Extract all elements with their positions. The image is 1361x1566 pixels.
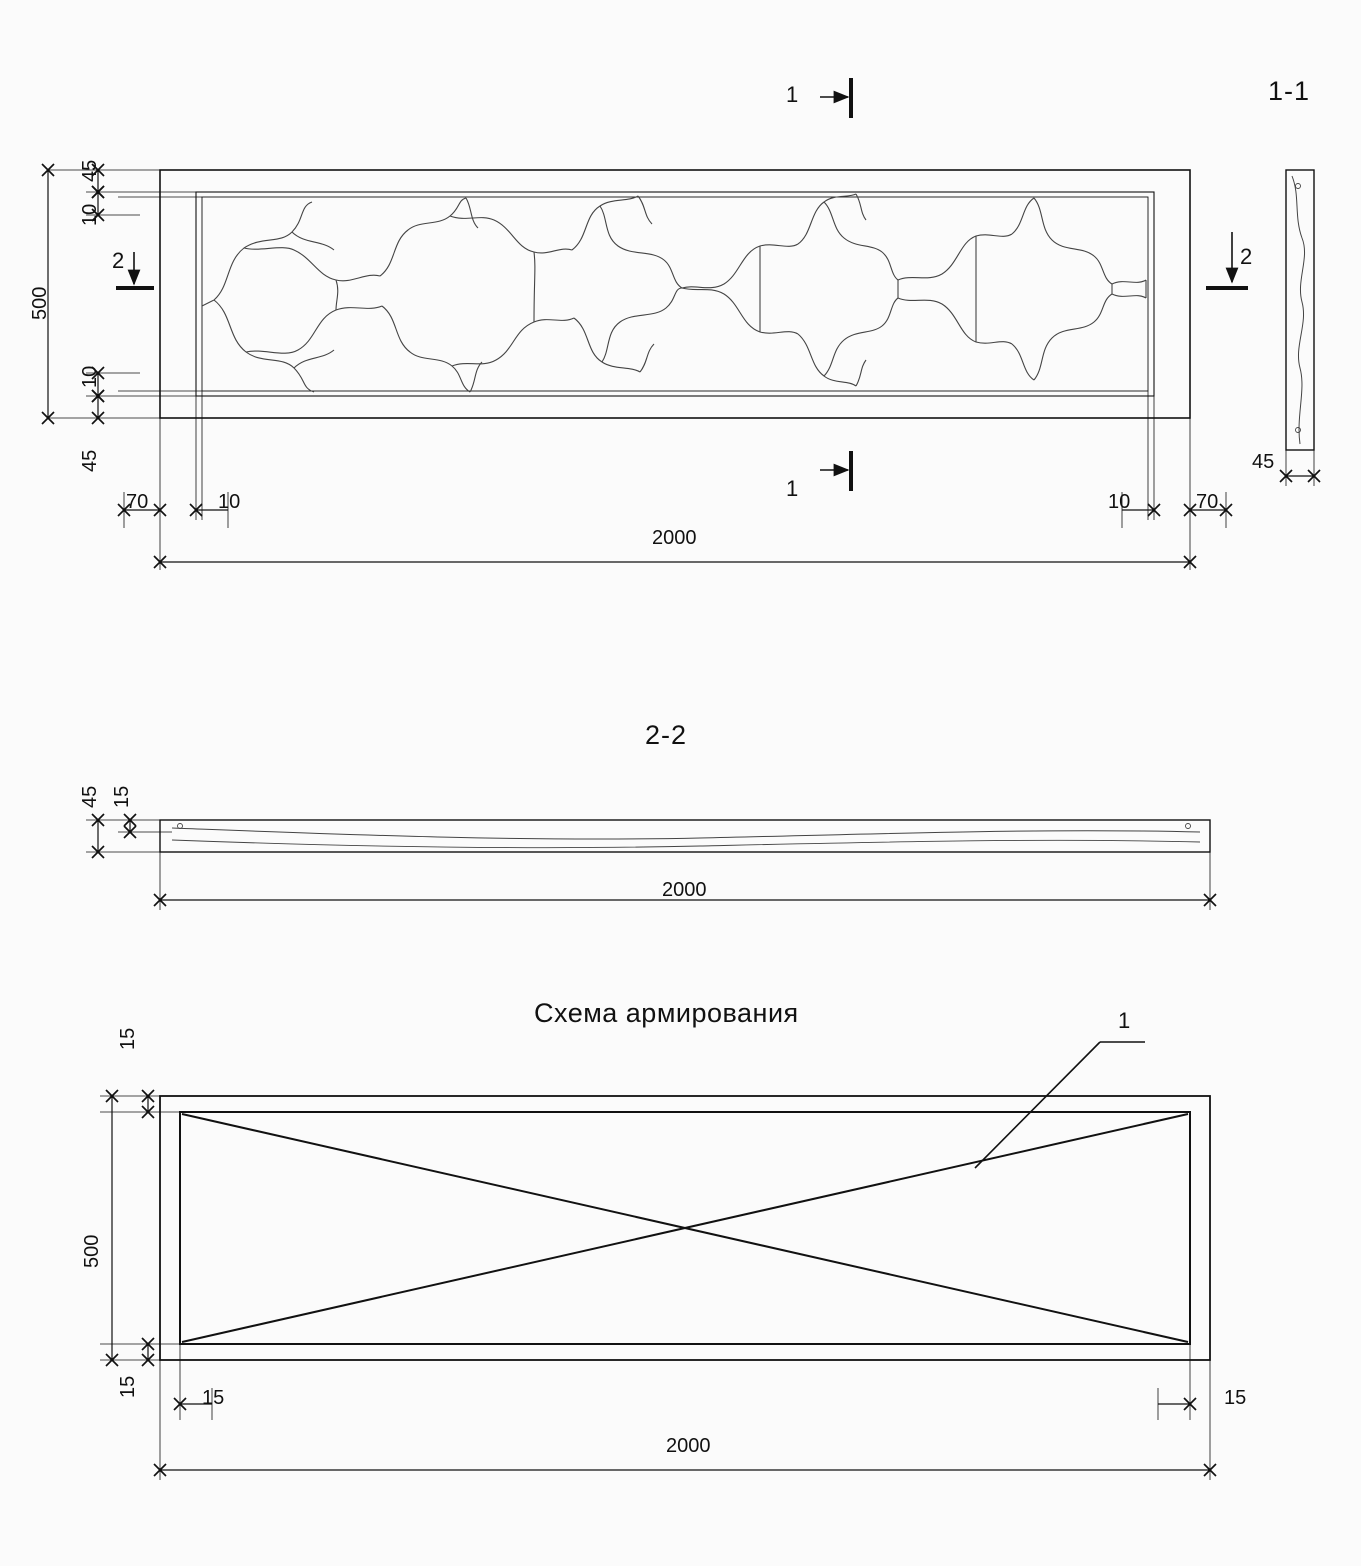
- callout-position-1: 1: [1118, 1008, 1131, 1033]
- dim-plan-rib-left: 10: [218, 491, 241, 513]
- reinforcement-scheme-title: Схема армирования: [534, 998, 799, 1028]
- section-mark-1-bottom: 1: [786, 476, 799, 501]
- section-title-1-1: 1-1: [1268, 76, 1311, 106]
- dim-plan-top-border: 45: [79, 159, 101, 182]
- dim-section-2-2-length: 2000: [662, 879, 707, 901]
- dim-plan-length: 2000: [652, 527, 697, 549]
- section-mark-2-left: 2: [112, 248, 125, 273]
- dim-plan-bottom-border: 45: [79, 449, 101, 472]
- dim-reinf-length: 2000: [666, 1435, 711, 1457]
- dim-reinf-height: 500: [81, 1234, 103, 1268]
- dim-reinf-cover-top: 15: [117, 1027, 139, 1050]
- dim-plan-top-rib: 10: [79, 203, 101, 226]
- dim-plan-bottom-rib: 10: [79, 365, 101, 388]
- dim-section-2-2-thickness-outer: 45: [79, 785, 101, 808]
- dim-reinf-cover-right: 15: [1224, 1387, 1247, 1409]
- dim-section-1-1-thickness: 45: [1252, 451, 1275, 473]
- section-title-2-2: 2-2: [645, 720, 688, 750]
- dim-plan-edge-left: 70: [126, 491, 149, 513]
- dim-plan-height: 500: [29, 286, 51, 320]
- dim-reinf-cover-bottom: 15: [117, 1375, 139, 1398]
- dim-plan-edge-right: 70: [1196, 491, 1219, 513]
- section-mark-1-top: 1: [786, 82, 799, 107]
- dim-section-2-2-thickness-inner: 15: [111, 785, 133, 808]
- section-mark-2-right: 2: [1240, 244, 1253, 269]
- dim-plan-rib-right: 10: [1108, 491, 1131, 513]
- dim-reinf-cover-left: 15: [202, 1387, 225, 1409]
